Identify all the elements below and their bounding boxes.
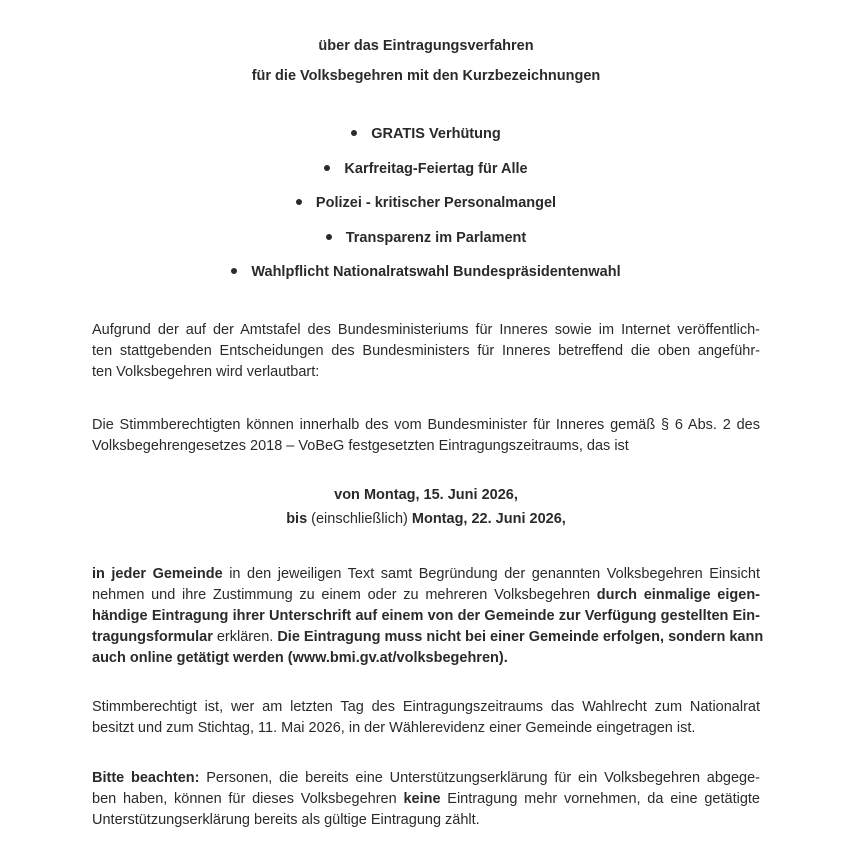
- regular-text: in den jeweiligen Text samt Begründung der genannten Volksbegehren Einsicht: [222, 566, 760, 582]
- paragraph-line: ten Volksbegehren wird verlautbart:: [92, 364, 320, 380]
- regular-text: erklären.: [212, 629, 278, 645]
- paragraph-line: Stimmberechtigt ist, wer am letzten Tag des Eintragungszeitraums das Wahlrecht zum Nationalrat: [92, 699, 760, 715]
- emphasis-text: händige Eintragung ihrer Unterschrift auf einem von der Gemeinde zur Verfügung gestellten Ein-: [92, 608, 760, 624]
- bullet-dot-icon: [231, 268, 237, 274]
- paragraph-line: [92, 627, 764, 648]
- regular-text: Eintragung mehr vornehmen, da eine getätigte: [440, 791, 760, 807]
- paragraph-note: [92, 768, 760, 831]
- paragraph-line: [92, 606, 760, 627]
- emphasis-text: auch online getätigt werden (www.bmi.gv.at/volksbegehren).: [92, 650, 508, 666]
- period-to-date: Montag, 22. Juni 2026,: [411, 511, 566, 527]
- emphasis-text: tragungsformular: [92, 629, 213, 645]
- regular-text: nehmen und ihre Zustimmung zu einem oder zu mehreren Volksbegehren: [92, 587, 597, 603]
- bullet-dot-icon: [296, 199, 302, 205]
- bullet-item: [0, 195, 852, 211]
- period-inclusive: (einschließlich): [307, 511, 412, 527]
- period-to: [0, 511, 852, 527]
- paragraph-line: besitzt und zum Stichtag, 11. Mai 2026, in der Wählerevidenz einer Gemeinde eingetragen ist.: [92, 720, 696, 736]
- bullet-dot-icon: [326, 234, 332, 240]
- bullet-item: [0, 126, 852, 142]
- period-bis: bis: [286, 511, 308, 527]
- bullet-item: [0, 161, 852, 177]
- emphasis-text: in jeder Gemeinde: [92, 566, 223, 582]
- paragraph-line: Die Stimmberechtigten können innerhalb des vom Bundesminister für Inneres gemäß § 6 Abs. 2 des: [92, 417, 760, 433]
- paragraph-line: [92, 789, 760, 810]
- paragraph-eligibility-period: [92, 415, 760, 457]
- paragraph-line: [92, 564, 760, 585]
- emphasis-text: Die Eintragung muss nicht bei einer Gemeinde erfolgen, sondern kann: [277, 629, 764, 645]
- bullet-text: Transparenz im Parlament: [345, 230, 527, 246]
- bullet-text: Karfreitag-Feiertag für Alle: [344, 161, 528, 177]
- paragraph-line: [92, 768, 760, 789]
- bullet-item: [0, 230, 852, 246]
- emphasis-text: keine: [403, 791, 441, 807]
- paragraph-registration: [92, 564, 764, 669]
- paragraph-voting-right: [92, 697, 760, 739]
- emphasis-text: Bitte beachten:: [92, 770, 200, 786]
- bullet-text: GRATIS Verhütung: [371, 126, 501, 142]
- regular-text: ben haben, können für dieses Volksbegehren: [92, 791, 404, 807]
- paragraph-line: Unterstützungserklärung bereits als gültige Eintragung zählt.: [92, 812, 480, 828]
- bullet-text: Wahlpflicht Nationalratswahl Bundespräsidentenwahl: [251, 264, 621, 280]
- bullet-item: [0, 264, 852, 280]
- regular-text: Personen, die bereits eine Unterstützungserklärung für ein Volksbegehren abgege-: [199, 770, 760, 786]
- emphasis-text: durch einmalige eigen-: [596, 587, 761, 603]
- bullet-text: Polizei - kritischer Personalmangel: [315, 195, 557, 211]
- period-from: von Montag, 15. Juni 2026,: [334, 487, 518, 503]
- header-line-2: für die Volksbegehren mit den Kurzbezeichnungen: [251, 68, 601, 84]
- paragraph-line: ten stattgebenden Entscheidungen des Bundesministers für Inneres betreffend die oben angeführ-: [92, 343, 760, 359]
- header-line-1: über das Eintragungsverfahren: [318, 38, 534, 54]
- bullet-dot-icon: [351, 130, 357, 136]
- paragraph-announcement: [92, 320, 760, 383]
- paragraph-line: [92, 648, 760, 669]
- paragraph-line: [92, 585, 760, 606]
- bullet-dot-icon: [324, 165, 330, 171]
- paragraph-line: Volksbegehrengesetzes 2018 – VoBeG festgesetzten Eintragungszeitraums, das ist: [92, 438, 629, 454]
- paragraph-line: Aufgrund der auf der Amtstafel des Bundesministeriums für Inneres sowie im Internet veröffentlich-: [92, 322, 760, 338]
